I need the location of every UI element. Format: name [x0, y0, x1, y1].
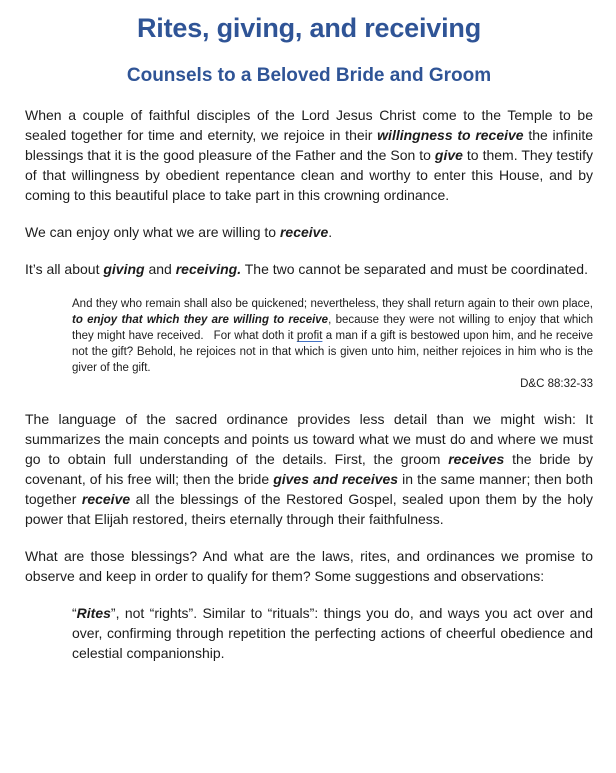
text-run: , because they were not willing to enjoy that which they might have received. For what doth it	[72, 314, 593, 342]
scripture-quote-text	[72, 296, 593, 376]
scripture-reference: D&C 88:32-33	[520, 378, 593, 390]
paragraph-enjoy	[25, 222, 593, 242]
document-page	[0, 12, 616, 663]
text-run: gives and receives	[273, 471, 399, 487]
text-run: willingness to receive	[377, 127, 524, 143]
text-run: in the same manner; then both together	[25, 471, 593, 507]
text-run: the infinite blessings that it is the good pleasure of the Father and the Son to	[25, 127, 593, 163]
text-run: “	[72, 605, 77, 621]
text-run: a man if a gift is bestowed upon him, and he receive not the gift? Behold, he rejoices not in that which is given unto him, neither rejoices in him who is the giver of the gift.	[72, 330, 593, 374]
text-run: the bride by covenant, of his free will; then the bride	[25, 451, 593, 487]
scripture-blockquote	[72, 296, 593, 392]
text-run: .	[328, 224, 333, 240]
text-run: The two cannot be separated and must be coordinated.	[241, 261, 588, 277]
text-run: The language of the sacred ordinance provides less detail than we might wish: It summarizes the main concepts and points us toward what we must do and where we must go to obtain full understanding of the details. First, the groom	[25, 411, 593, 467]
text-run: When a couple of faithful disciples of the Lord Jesus Christ come to the Temple to be sealed together for time and eternity, we rejoice in their	[25, 107, 593, 143]
paragraph-ordinance-language	[25, 409, 593, 529]
text-run: And they who remain shall also be quickened; nevertheless, they shall return again to their own place,	[72, 298, 593, 310]
paragraph-blessings-question	[25, 546, 593, 586]
text-run: give	[434, 147, 463, 163]
text-run: receive	[81, 491, 131, 507]
text-run: all the blessings of the Restored Gospel, sealed upon them by the holy power that Elijah restored, theirs eternally through their faithfulness.	[25, 491, 594, 527]
text-run: What are those blessings? And what are the laws, rites, and ordinances we promise to observe and keep in order to qualify for them? Some suggestions and observations:	[25, 548, 593, 584]
text-run: It’s all about	[25, 261, 104, 277]
paragraph-willingness	[25, 105, 593, 205]
document-subtitle: Counsels to a Beloved Bride and Groom	[126, 65, 492, 86]
paragraph-rites-definition	[72, 603, 593, 663]
profit-link[interactable]: profit	[296, 330, 323, 342]
text-run: to enjoy that which they are willing to receive	[72, 314, 329, 326]
document-title: Rites, giving, and receiving	[137, 13, 481, 43]
paragraph-giving-receiving	[25, 259, 593, 279]
text-run: to them. They testify of that willingness by obedient repentance clean and worthy to enter this House, and by coming to this beautiful place to take part in this crowning ordinance.	[25, 147, 593, 203]
text-run: Rites	[76, 605, 111, 621]
text-run: We can enjoy only what we are willing to	[25, 224, 280, 240]
text-run: receives	[448, 451, 505, 467]
text-run: receiving.	[175, 261, 242, 277]
text-run: giving	[103, 261, 145, 277]
text-run: receive	[279, 224, 329, 240]
text-run: and	[144, 261, 176, 277]
text-run: ”, not “rights”. Similar to “rituals”: things you do, and ways you act over and over, confirming through repetition the perfecting actions of cheerful obedience and celestial companionship.	[72, 605, 593, 661]
